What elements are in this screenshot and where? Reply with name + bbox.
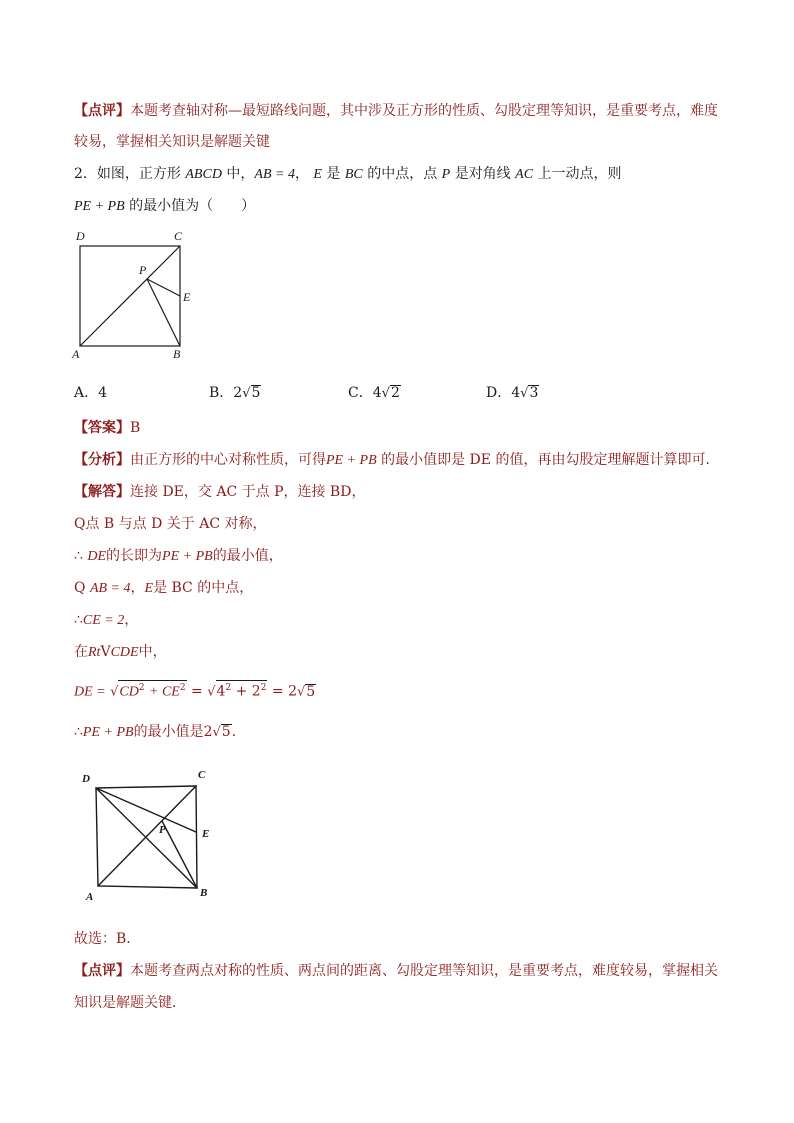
analysis-tag: 【分析】 [74, 452, 130, 468]
therefore-symbol: ∴ [74, 724, 83, 740]
question-line-1 [74, 164, 621, 185]
label-c: C [174, 229, 183, 243]
number: 4 [216, 683, 226, 700]
question-text: 的中点，点 [367, 166, 438, 182]
solution-text: 中， [138, 644, 167, 660]
review-tag: 【点评】 [74, 103, 130, 119]
sqrt-icon: √ [520, 386, 529, 401]
math-pe-pb: PE + PB [82, 725, 134, 740]
solution-tag: 【解答】 [74, 484, 130, 500]
review-2-line-2: 知识是解题关键． [74, 995, 186, 1011]
label-d: D [82, 773, 90, 785]
segment-pb [162, 821, 197, 888]
solution-text: 的最小值是 [133, 724, 204, 740]
sqrt-icon: √ [110, 684, 119, 700]
solution-text: ， [124, 612, 139, 628]
coef: 2 [203, 724, 213, 740]
math-plus-ce: + CE [149, 684, 180, 700]
label-p: P [159, 824, 166, 836]
math-e: E [313, 167, 322, 182]
review-2-line-1 [74, 961, 718, 981]
question-text: 是对角线 [454, 166, 511, 182]
math-abcd: ABCD [185, 167, 222, 182]
option-d[interactable] [486, 383, 539, 404]
review-1-line-1 [74, 101, 718, 121]
review-tag: 【点评】 [74, 963, 130, 979]
diagonal-ac [80, 246, 180, 346]
period: ． [231, 724, 246, 740]
triangle-symbol: V [100, 644, 111, 660]
solution-line-1 [74, 482, 365, 502]
solution-line-3 [74, 546, 283, 567]
option-a[interactable] [74, 383, 107, 403]
sqrt-icon: √ [242, 386, 251, 401]
label-b: B [173, 347, 181, 361]
conclusion-line: 故选：B． [74, 931, 141, 947]
solution-text: 连接 DE，交 AC 于点 P，连接 BD， [130, 484, 366, 500]
question-number: 2．如图，正方形 [74, 166, 181, 182]
option-coef: 4 [511, 385, 521, 401]
option-value: 4 [98, 385, 108, 401]
solution-text: 的长即为 [106, 548, 163, 564]
solution-text: 是 BC 的中点， [153, 580, 254, 596]
math-cde: CDE [110, 645, 139, 660]
therefore-symbol: ∴ [74, 612, 83, 628]
option-label: D． [486, 385, 512, 401]
math-de: DE [87, 549, 107, 564]
math-ab-eq: AB = 4 [89, 581, 131, 596]
figure-square-1 [68, 228, 204, 362]
option-label: C． [348, 385, 373, 401]
option-radicand: 2 [390, 385, 400, 401]
review-text: 本题考查两点对称的性质、两点间的距离、勾股定理等知识，是重要考点，难度较易，掌握相关 [130, 963, 718, 979]
math-pe-pb: PE + PB [162, 549, 213, 564]
review-text: 本题考查轴对称—最短路线问题，其中涉及正方形的性质、勾股定理等知识，是重要考点，难度 [130, 103, 718, 119]
math-p: P [441, 167, 451, 182]
solution-text: 的最小值， [212, 548, 283, 564]
question-text: 是 [326, 166, 341, 182]
math-rt: Rt [88, 645, 101, 660]
exponent: 2 [179, 683, 186, 693]
sqrt-icon: √ [207, 684, 216, 700]
segment-pb [147, 279, 180, 346]
label-p: P [139, 263, 147, 277]
label-a: A [86, 891, 94, 903]
label-c: C [198, 769, 206, 781]
radicand: 5 [306, 683, 316, 700]
review-1-line-2: 较易，掌握相关知识是解题关键 [74, 134, 270, 150]
solution-text: ， [130, 580, 145, 596]
because-symbol: Q [74, 580, 86, 596]
label-b: B [200, 887, 208, 899]
segment-de [96, 788, 196, 832]
option-radicand: 5 [251, 385, 261, 401]
radical-2 [216, 680, 268, 700]
therefore-symbol: ∴ [74, 548, 83, 564]
solution-line-6 [74, 642, 167, 663]
analysis-text: 由正方形的中心对称性质，可得 [130, 452, 326, 468]
option-label: A． [74, 385, 99, 401]
analysis-text: 的最小值即是 DE 的值，再由勾股定理解题计算即可． [381, 452, 720, 468]
solution-line-5 [74, 610, 138, 631]
sqrt-icon: √ [297, 684, 306, 700]
label-a: A [72, 347, 80, 361]
exponent: 2 [138, 683, 145, 693]
math-ac: AC [515, 167, 534, 182]
radical-1 [118, 680, 186, 700]
math-ab-eq: AB = 4 [254, 167, 295, 182]
math-cd: CD [119, 684, 139, 700]
label-e: E [183, 290, 191, 304]
analysis-line [74, 450, 719, 471]
math-pe-pb: PE + PB [326, 453, 377, 468]
math-bc: BC [344, 167, 363, 182]
radicand: 5 [221, 724, 231, 740]
option-coef: 2 [233, 385, 243, 401]
option-b[interactable] [209, 383, 261, 404]
solution-line-4 [74, 578, 253, 599]
label-d: D [76, 229, 85, 243]
result: = 2 [271, 683, 297, 700]
question-text: 中， [226, 166, 255, 182]
label-e: E [202, 828, 210, 840]
option-radicand: 3 [529, 385, 539, 401]
option-coef: 4 [372, 385, 382, 401]
exponent: 2 [225, 683, 232, 693]
question-line-2 [74, 196, 255, 217]
because-symbol: Q [74, 516, 86, 532]
question-text: ， [294, 166, 309, 182]
solution-text: 在 [74, 644, 88, 660]
option-label: B． [209, 385, 234, 401]
question-text: 上一动点，则 [537, 166, 622, 182]
math-e: E [144, 581, 154, 596]
solution-line-8 [74, 722, 246, 743]
sqrt-icon: √ [381, 386, 390, 401]
answer-tag: 【答案】 [74, 420, 130, 436]
answer-line [74, 418, 140, 438]
solution-text: 点 B 与点 D 关于 AC 对称， [85, 516, 267, 532]
option-c[interactable] [348, 383, 401, 404]
segment-pe [147, 279, 180, 296]
sqrt-icon: √ [212, 725, 221, 740]
solution-line-7 [74, 680, 316, 703]
solution-line-2 [74, 514, 267, 534]
number: + 2 [235, 683, 261, 700]
exponent: 2 [260, 683, 267, 693]
equals-sign: = [191, 683, 203, 700]
diagonal-ac [98, 786, 196, 886]
math-pe-pb: PE + PB [74, 199, 125, 214]
math-de-eq: DE = [74, 684, 106, 700]
math-ce-eq: CE = 2 [82, 613, 125, 628]
figure-square-2 [76, 766, 224, 904]
question-text: 的最小值为（ ） [129, 198, 256, 214]
answer-value: B [130, 420, 141, 436]
